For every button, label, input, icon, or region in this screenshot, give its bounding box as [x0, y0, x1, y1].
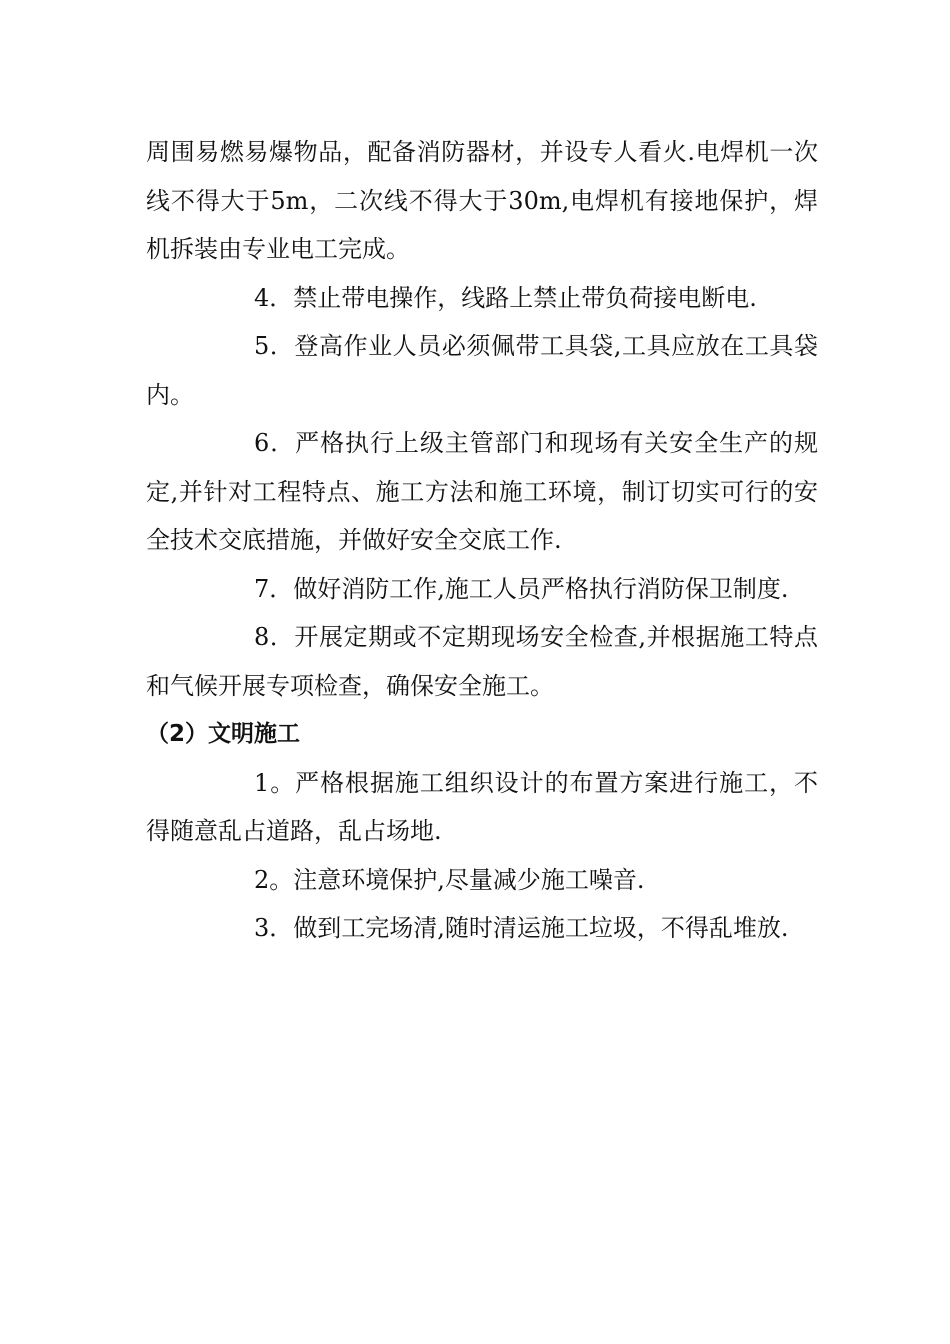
- paragraph-item-6: 6．严格执行上级主管部门和现场有关安全生产的规定,并针对工程特点、施工方法和施工环境，制订切实可行的安全技术交底措施，并做好安全交底工作.: [146, 429, 818, 554]
- paragraph-item-4: 4．禁止带电操作，线路上禁止带负荷接电断电.: [254, 283, 757, 312]
- paragraph-welding-safety: 周围易燃易爆物品，配备消防器材，并设专人看火.电焊机一次线不得大于5m，二次线不得大于30m,电焊机有接地保护，焊机拆装由专业电工完成。: [146, 138, 818, 263]
- document-body: [146, 128, 818, 953]
- paragraph-item-8: 8．开展定期或不定期现场安全检查,并根据施工特点和气候开展专项检查，确保安全施工。: [146, 623, 818, 700]
- section-heading-civilized-construction: （2）文明施工: [146, 721, 301, 747]
- paragraph-item-5: 5．登高作业人员必须佩带工具袋,工具应放在工具袋内。: [146, 332, 818, 409]
- paragraph-civil-item-2: 2。注意环境保护,尽量减少施工噪音.: [254, 865, 645, 894]
- paragraph-civil-item-1: 1。严格根据施工组织设计的布置方案进行施工，不得随意乱占道路，乱占场地.: [146, 768, 818, 845]
- paragraph-civil-item-3: 3．做到工完场清,随时清运施工垃圾，不得乱堆放.: [254, 914, 789, 942]
- paragraph-item-7: 7．做好消防工作,施工人员严格执行消防保卫制度.: [254, 574, 789, 603]
